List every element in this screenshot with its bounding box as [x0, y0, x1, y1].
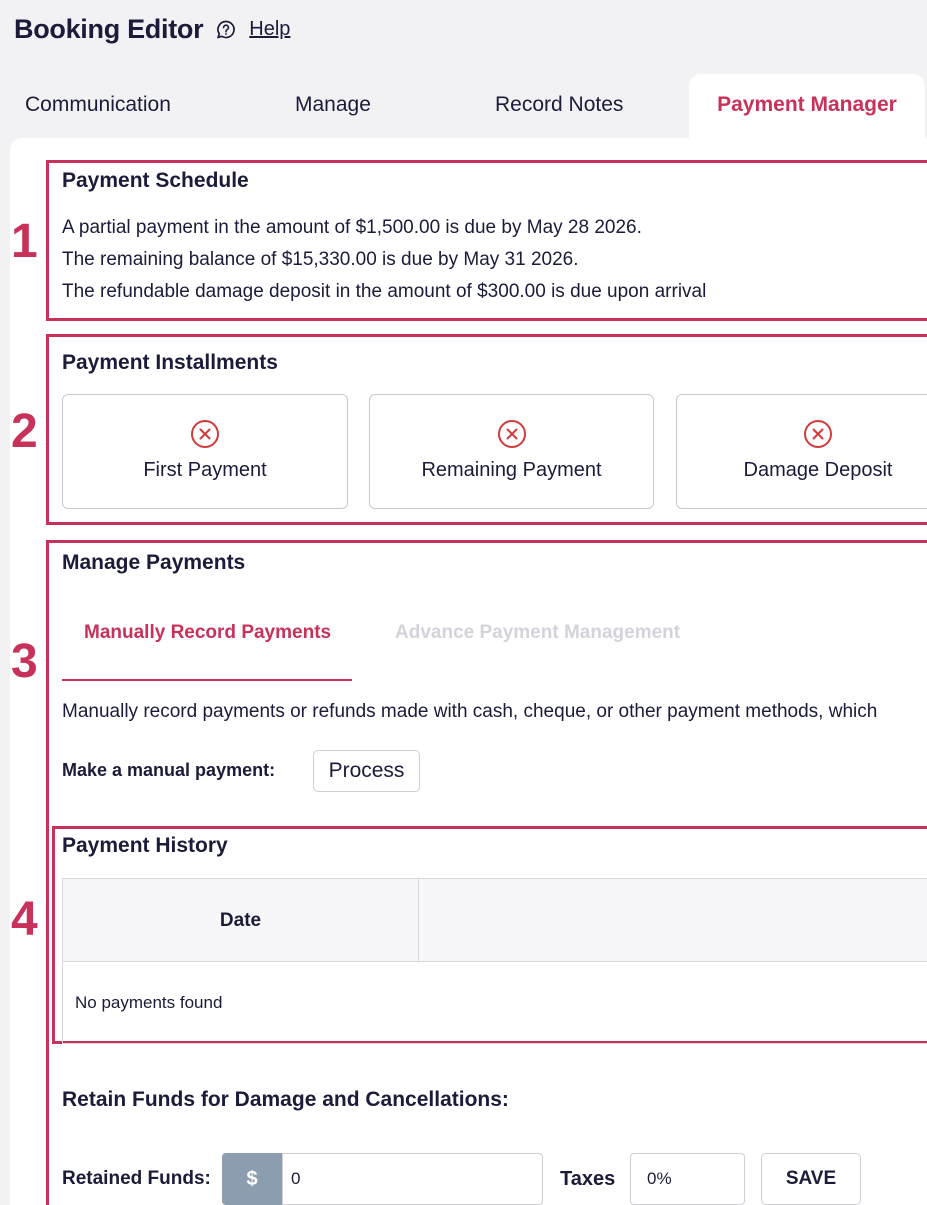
taxes-label: Taxes	[560, 1168, 616, 1190]
tab-bar	[0, 74, 927, 138]
retained-funds-input[interactable]	[282, 1153, 543, 1205]
retained-funds-label: Retained Funds:	[62, 1168, 211, 1189]
manual-payment-label: Make a manual payment:	[62, 760, 276, 780]
payment-schedule-title: Payment Schedule	[62, 169, 249, 192]
empty-table-message: No payments found	[75, 993, 223, 1012]
page-header	[14, 14, 290, 45]
payment-history-table	[62, 878, 927, 1044]
active-subtab-underline	[62, 679, 352, 681]
table-header-row	[63, 879, 927, 962]
help-chat-icon[interactable]	[215, 19, 237, 41]
installment-label: Remaining Payment	[421, 459, 602, 481]
installment-card-remaining-payment[interactable]	[369, 394, 654, 509]
marker-1: 1	[11, 215, 38, 268]
tab-record-notes[interactable]: Record Notes	[495, 93, 624, 116]
retain-funds-title: Retain Funds for Damage and Cancellations:	[62, 1088, 509, 1111]
payment-history-title: Payment History	[62, 834, 228, 857]
marker-2: 2	[11, 405, 38, 458]
marker-3: 3	[11, 635, 38, 688]
x-circle-icon	[497, 419, 527, 449]
marker-4: 4	[11, 893, 38, 946]
schedule-line-remaining: The remaining balance of $15,330.00 is due by May 31 2026.	[62, 249, 579, 270]
column-header-date[interactable]: Date	[63, 879, 419, 962]
taxes-input[interactable]	[630, 1153, 745, 1205]
schedule-line-partial: A partial payment in the amount of $1,500.00 is due by May 28 2026.	[62, 217, 642, 238]
schedule-line-deposit: The refundable damage deposit in the amount of $300.00 is due upon arrival	[62, 281, 707, 302]
manual-payment-description: Manually record payments or refunds made with cash, cheque, or other payment methods, which	[62, 701, 878, 722]
installment-label: Damage Deposit	[743, 459, 893, 481]
manage-payments-title: Manage Payments	[62, 551, 246, 574]
subtab-advance-payment-management[interactable]: Advance Payment Management	[395, 622, 681, 643]
process-button[interactable]: Process	[313, 750, 420, 792]
tab-payment-manager[interactable]: Payment Manager	[689, 74, 925, 138]
tab-manage[interactable]: Manage	[295, 93, 371, 116]
page-title: Booking Editor	[14, 14, 204, 44]
installment-label: First Payment	[143, 459, 267, 481]
save-button[interactable]: SAVE	[761, 1153, 861, 1205]
payment-installments-title: Payment Installments	[62, 351, 278, 374]
currency-prefix: $	[222, 1153, 282, 1205]
installment-card-first-payment[interactable]	[62, 394, 348, 509]
x-circle-icon	[190, 419, 220, 449]
help-link[interactable]: Help	[249, 18, 291, 40]
x-circle-icon	[803, 419, 833, 449]
subtab-manually-record-payments[interactable]: Manually Record Payments	[84, 622, 332, 643]
tab-communication[interactable]: Communication	[25, 93, 171, 116]
installment-card-damage-deposit[interactable]	[676, 394, 927, 509]
